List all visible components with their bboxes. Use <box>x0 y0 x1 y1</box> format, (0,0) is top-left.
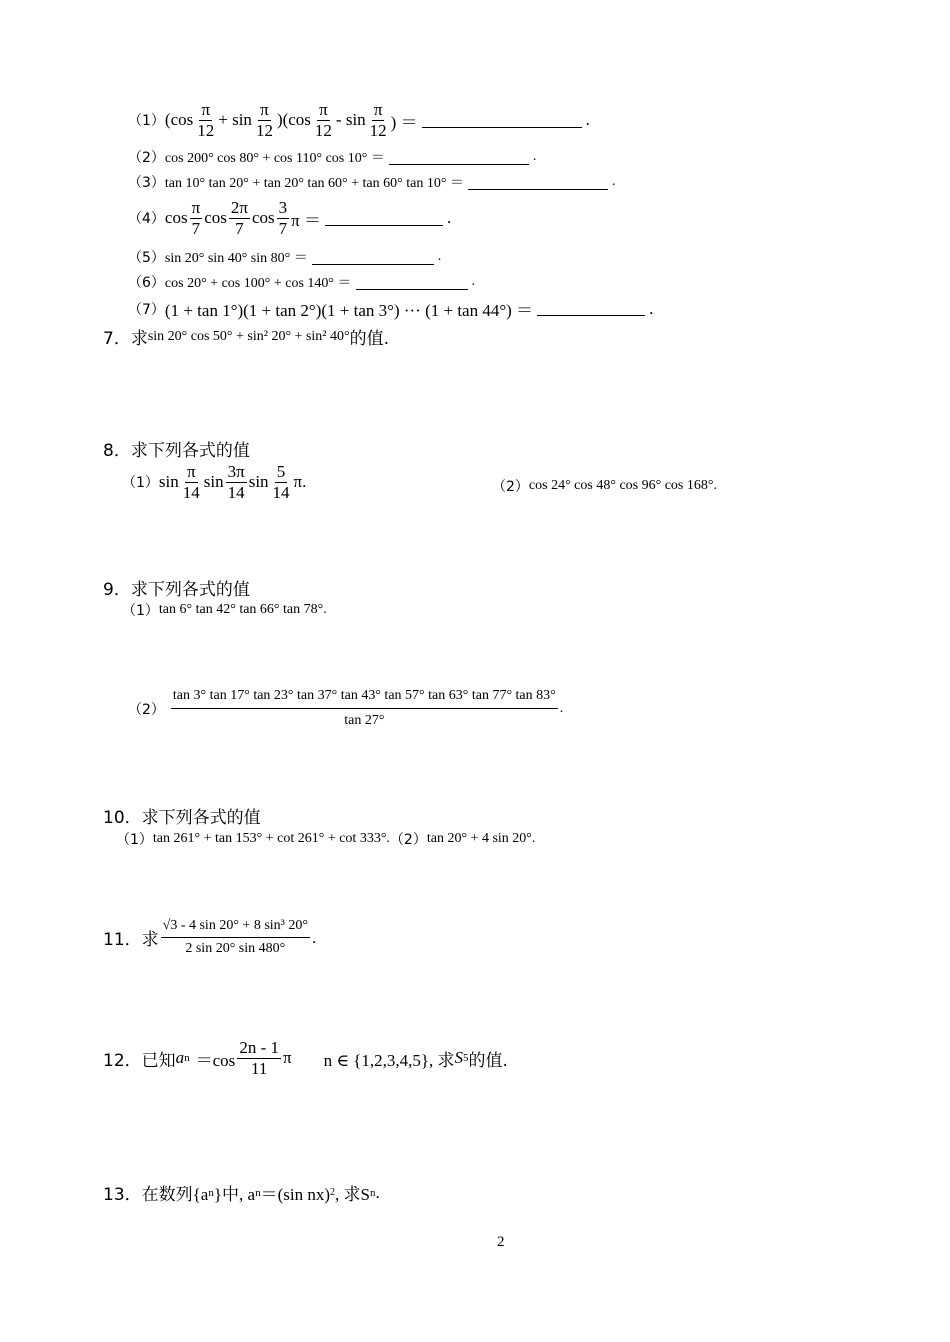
problem-10-heading <box>103 803 261 828</box>
item-2 <box>128 147 536 167</box>
part-1-a: sin <box>158 472 179 492</box>
item-3 <box>128 172 615 192</box>
problem-9-part-2 <box>128 688 563 729</box>
problem-13-text: 在数列{a <box>141 1185 209 1204</box>
item-1-part-b: + sin <box>218 110 252 130</box>
problem-10-parts <box>116 829 535 849</box>
numerator: π <box>373 100 383 119</box>
fraction <box>271 462 292 502</box>
problem-8-heading <box>103 436 250 461</box>
problem-13-part: }中, a <box>213 1185 256 1204</box>
item-7-expr: (1 + tan 1°)(1 + tan 2°)(1 + tan 3°) ··· (1 + tan 44°) ＝ <box>164 301 534 320</box>
denominator: 14 <box>272 482 290 502</box>
part-1-expr: tan 6° tan 42° tan 66° tan 78°. <box>158 602 327 617</box>
sequence-symbol: a <box>175 1048 185 1068</box>
problem-number: 8． <box>103 441 131 461</box>
problem-7 <box>103 324 389 349</box>
problem-7-text: 求 <box>130 329 148 349</box>
fraction <box>226 462 247 502</box>
problem-8-part-1 <box>122 462 306 502</box>
item-4-part-e: π ＝ <box>291 210 321 230</box>
page-number: 2 <box>497 1234 505 1250</box>
item-3-expr: tan 10° tan 20° + tan 20° tan 60° + tan 60° tan 10° ＝ <box>164 176 464 191</box>
answer-blank[interactable] <box>312 250 434 265</box>
answer-blank[interactable] <box>468 175 608 190</box>
denominator: 2 sin 20° sin 480° <box>185 941 286 957</box>
sum-symbol: S <box>454 1048 463 1068</box>
item-6-end: . <box>471 274 475 289</box>
denominator: 14 <box>227 482 245 502</box>
fraction <box>237 1038 281 1078</box>
answer-blank[interactable] <box>537 301 645 316</box>
problem-number: 12． <box>103 1050 142 1071</box>
denominator: 7 <box>278 218 288 238</box>
answer-blank[interactable] <box>422 113 582 128</box>
denominator: 12 <box>369 120 387 140</box>
item-7-label: （7） <box>128 301 165 318</box>
fraction <box>195 100 216 140</box>
item-6-label: （6） <box>128 275 165 291</box>
answer-blank[interactable] <box>389 150 529 165</box>
numerator: 3 <box>278 198 288 217</box>
problem-12-text: 已知 <box>141 1050 176 1071</box>
numerator: 2n - 1 <box>239 1038 279 1057</box>
problem-10-title: 求下列各式的值 <box>141 808 261 828</box>
denominator: 12 <box>255 120 273 140</box>
part-1-b: sin <box>203 472 224 492</box>
denominator: 12 <box>314 120 332 140</box>
denominator: tan 27° <box>344 713 385 729</box>
numerator: π <box>260 100 269 119</box>
problem-number: 13． <box>103 1185 142 1205</box>
problem-number: 11． <box>103 930 142 951</box>
fraction <box>229 198 250 238</box>
item-6 <box>128 272 475 292</box>
item-4-part-c: cos <box>251 208 275 228</box>
subscript: n <box>369 1186 376 1199</box>
numerator: 5 <box>276 462 286 481</box>
problem-7-expr: sin 20° cos 50° + sin² 20° + sin² 40° <box>147 328 350 344</box>
numerator: √3 - 4 sin 20° + 8 sin³ 20° <box>161 918 310 938</box>
subscript: n <box>255 1186 261 1199</box>
numerator: 2π <box>230 198 248 217</box>
item-1-part-e: - sin <box>335 110 366 130</box>
item-1-part-a: (cos <box>164 110 194 130</box>
part-label: （2） <box>389 832 427 848</box>
numerator: tan 3° tan 17° tan 23° tan 37° tan 43° tan 57° tan 63° tan 77° tan 83° <box>171 688 558 709</box>
item-1 <box>128 100 590 140</box>
part-label: （2） <box>128 701 165 718</box>
item-7-end: . <box>649 298 654 318</box>
part-1-e: π. <box>293 472 307 492</box>
denominator: 7 <box>191 218 201 238</box>
item-6-expr: cos 20° + cos 100° + cos 140° ＝ <box>164 276 352 291</box>
numerator: 3π <box>227 462 245 481</box>
problem-8-part-2 <box>492 476 717 496</box>
item-4-part-a: cos <box>164 208 188 228</box>
fraction <box>277 198 290 238</box>
item-3-label: （3） <box>128 175 165 191</box>
fraction <box>181 462 202 502</box>
item-1-end: . <box>585 110 590 130</box>
item-4 <box>128 198 451 238</box>
problem-number: 10． <box>103 808 142 828</box>
fraction <box>313 100 334 140</box>
item-4-label: （4） <box>128 211 165 228</box>
problem-number: 9． <box>103 580 131 600</box>
item-1-part-f: ) ＝ <box>390 112 418 132</box>
part-label: （1） <box>122 603 159 619</box>
problem-12-tail: 的值. <box>468 1050 508 1071</box>
problem-7-tail: 的值. <box>349 329 389 349</box>
item-2-expr: cos 200° cos 80° + cos 110° cos 10° ＝ <box>164 151 385 166</box>
problem-13-end: . <box>375 1182 380 1202</box>
part-1-expr: tan 261° + tan 153° + cot 261° + cot 333°. <box>152 831 390 846</box>
item-1-part-c: )(cos <box>276 110 311 130</box>
numerator: π <box>191 198 201 217</box>
pi-symbol: π <box>282 1048 292 1068</box>
item-5 <box>128 247 441 267</box>
problem-13-part: ＝(sin nx) <box>260 1185 330 1204</box>
problem-8-title: 求下列各式的值 <box>130 441 250 461</box>
fraction <box>368 100 389 140</box>
problem-number: 7． <box>103 329 131 349</box>
problem-9-part-1 <box>122 600 327 620</box>
part-2-end: . <box>559 700 564 716</box>
problem-9-heading <box>103 575 250 600</box>
item-7 <box>128 296 653 321</box>
numerator: π <box>186 462 196 481</box>
item-3-end: . <box>611 174 616 189</box>
numerator: π <box>319 100 328 119</box>
item-2-end: . <box>532 149 537 164</box>
subscript: n <box>184 1052 190 1065</box>
part-label: （1） <box>122 475 159 492</box>
item-4-part-b: cos <box>204 208 227 228</box>
item-5-expr: sin 20° sin 40° sin 80° ＝ <box>164 251 308 266</box>
part-2-expr: tan 20° + 4 sin 20°. <box>426 831 536 846</box>
item-5-end: . <box>437 249 442 264</box>
item-1-label: （1） <box>128 113 165 130</box>
part-label: （1） <box>116 832 153 848</box>
problem-11-text: 求 <box>141 930 159 951</box>
fraction <box>254 100 275 140</box>
answer-blank[interactable] <box>356 275 468 290</box>
problem-13 <box>103 1180 380 1205</box>
denominator: 14 <box>182 482 200 502</box>
item-5-label: （5） <box>128 250 165 266</box>
problem-12-eq: ＝cos <box>195 1050 236 1070</box>
item-2-label: （2） <box>128 150 165 166</box>
superscript: 2 <box>330 1187 335 1198</box>
problem-11-end: . <box>311 927 317 947</box>
part-label: （2） <box>492 479 529 495</box>
denominator: 7 <box>235 218 244 238</box>
subscript: 5 <box>462 1052 469 1065</box>
item-4-end: . <box>446 208 452 228</box>
fraction <box>161 918 310 957</box>
problem-12 <box>103 1038 508 1078</box>
numerator: π <box>201 100 211 119</box>
denominator: 11 <box>250 1058 268 1078</box>
problem-13-part: , 求S <box>335 1185 370 1204</box>
fraction <box>190 198 203 238</box>
fraction <box>171 688 558 729</box>
problem-12-condition: n ∈ {1,2,3,4,5}, 求 <box>323 1050 455 1070</box>
problem-9-title: 求下列各式的值 <box>130 580 250 600</box>
part-2-expr: cos 24° cos 48° cos 96° cos 168°. <box>528 478 717 493</box>
answer-blank[interactable] <box>325 211 443 226</box>
problem-11 <box>103 918 316 957</box>
part-1-c: sin <box>248 472 269 492</box>
subscript: n <box>208 1186 214 1199</box>
denominator: 12 <box>197 120 215 140</box>
